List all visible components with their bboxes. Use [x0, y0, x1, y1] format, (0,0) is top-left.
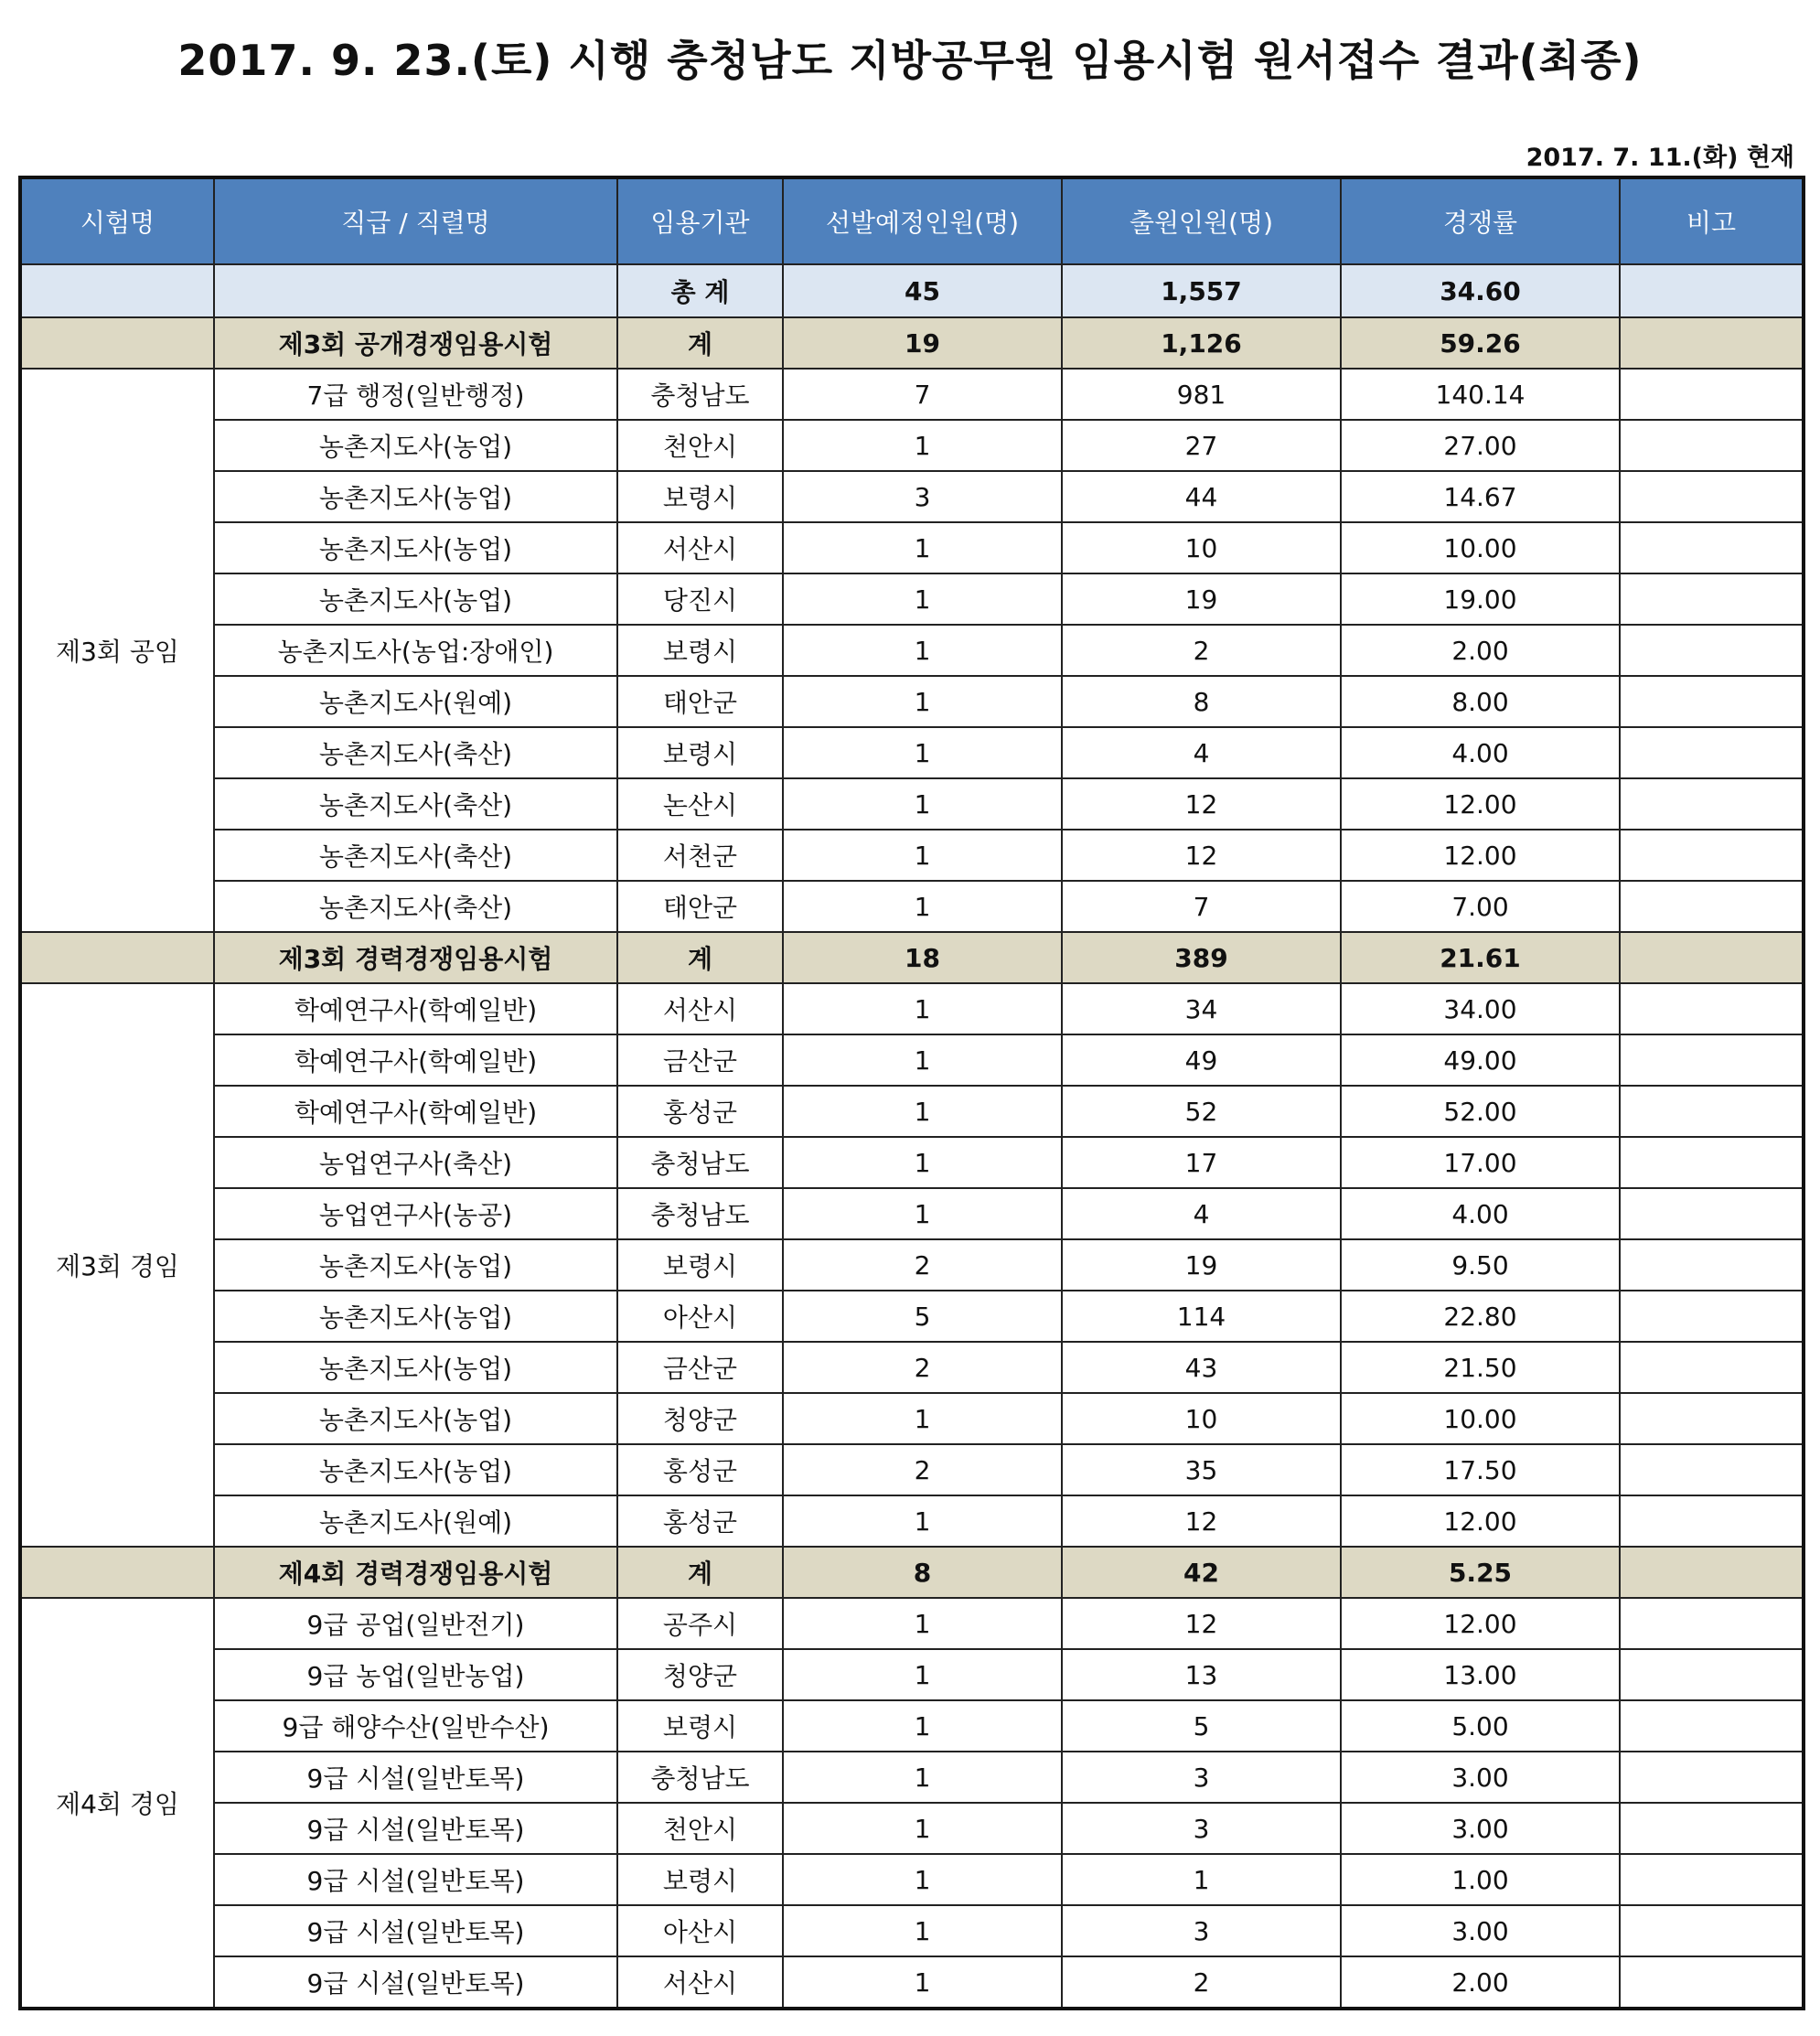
position-name: 농촌지도사(농업): [214, 420, 617, 471]
agency-name: 천안시: [617, 1803, 783, 1854]
note: [1620, 1188, 1804, 1239]
table-row: [20, 727, 1804, 778]
position-name: 농촌지도사(축산): [214, 778, 617, 830]
table-row: [20, 573, 1804, 625]
section-note: [1620, 1547, 1804, 1598]
grand-total-planned: 45: [783, 264, 1062, 317]
header-row: [20, 177, 1804, 264]
table-row: [20, 1239, 1804, 1291]
competition-ratio: 4.00: [1341, 1188, 1620, 1239]
note: [1620, 1854, 1804, 1905]
planned-count: 1: [783, 1188, 1062, 1239]
note: [1620, 1444, 1804, 1495]
note: [1620, 1086, 1804, 1137]
section-ratio: 5.25: [1341, 1547, 1620, 1598]
applicant-count: 43: [1062, 1342, 1341, 1393]
table-row: [20, 1137, 1804, 1188]
competition-ratio: 10.00: [1341, 522, 1620, 573]
applicant-count: 2: [1062, 1956, 1341, 2009]
position-name: 농촌지도사(축산): [214, 830, 617, 881]
section-ratio: 21.61: [1341, 932, 1620, 983]
note: [1620, 676, 1804, 727]
table-row: [20, 778, 1804, 830]
section-title: 제3회 경력경쟁임용시험: [214, 932, 617, 983]
competition-ratio: 12.00: [1341, 1495, 1620, 1547]
competition-ratio: 4.00: [1341, 727, 1620, 778]
table-row: [20, 471, 1804, 522]
planned-count: 1: [783, 1649, 1062, 1700]
header-planned: 선발예정인원(명): [783, 177, 1062, 264]
table-row: [20, 1444, 1804, 1495]
competition-ratio: 27.00: [1341, 420, 1620, 471]
agency-name: 금산군: [617, 1342, 783, 1393]
note: [1620, 1803, 1804, 1854]
note: [1620, 1700, 1804, 1752]
position-name: 농촌지도사(축산): [214, 727, 617, 778]
note: [1620, 830, 1804, 881]
planned-count: 1: [783, 1137, 1062, 1188]
section-total-row: [20, 1547, 1804, 1598]
agency-name: 논산시: [617, 778, 783, 830]
agency-name: 충청남도: [617, 1188, 783, 1239]
applicant-count: 12: [1062, 778, 1341, 830]
table-row: [20, 522, 1804, 573]
header-position: 직급 / 직렬명: [214, 177, 617, 264]
table-row: [20, 676, 1804, 727]
section-blank: [20, 1547, 214, 1598]
position-name: 농업연구사(축산): [214, 1137, 617, 1188]
note: [1620, 1752, 1804, 1803]
position-name: 9급 시설(일반토목): [214, 1956, 617, 2009]
planned-count: 5: [783, 1291, 1062, 1342]
planned-count: 1: [783, 1700, 1062, 1752]
planned-count: 1: [783, 1495, 1062, 1547]
exam-name: 제3회 경임: [20, 983, 214, 1547]
note: [1620, 1291, 1804, 1342]
position-name: 농촌지도사(농업): [214, 1291, 617, 1342]
position-name: 농촌지도사(농업): [214, 1342, 617, 1393]
note: [1620, 1342, 1804, 1393]
grand-total-label: 총 계: [617, 264, 783, 317]
agency-name: 아산시: [617, 1291, 783, 1342]
grand-total-applicants: 1,557: [1062, 264, 1341, 317]
agency-name: 홍성군: [617, 1495, 783, 1547]
grand-total-ratio: 34.60: [1341, 264, 1620, 317]
competition-ratio: 12.00: [1341, 830, 1620, 881]
applicant-count: 35: [1062, 1444, 1341, 1495]
agency-name: 충청남도: [617, 1752, 783, 1803]
applicant-count: 2: [1062, 625, 1341, 676]
header-applicants: 출원인원(명): [1062, 177, 1341, 264]
competition-ratio: 3.00: [1341, 1803, 1620, 1854]
exam-name: 제4회 경임: [20, 1598, 214, 2009]
competition-ratio: 9.50: [1341, 1239, 1620, 1291]
table-row: [20, 1598, 1804, 1649]
competition-ratio: 19.00: [1341, 573, 1620, 625]
position-name: 농촌지도사(농업): [214, 1444, 617, 1495]
agency-name: 청양군: [617, 1393, 783, 1444]
position-name: 농업연구사(농공): [214, 1188, 617, 1239]
section-total-row: [20, 317, 1804, 369]
planned-count: 1: [783, 881, 1062, 932]
agency-name: 홍성군: [617, 1086, 783, 1137]
agency-name: 서천군: [617, 830, 783, 881]
planned-count: 7: [783, 369, 1062, 420]
section-total-label: 계: [617, 317, 783, 369]
page-title: 2017. 9. 23.(토) 시행 충청남도 지방공무원 임용시험 원서접수 결과(최종): [177, 36, 1643, 85]
note: [1620, 778, 1804, 830]
note: [1620, 1034, 1804, 1086]
position-name: 농촌지도사(농업): [214, 1393, 617, 1444]
table-row: [20, 983, 1804, 1034]
agency-name: 보령시: [617, 1700, 783, 1752]
note: [1620, 983, 1804, 1034]
applicant-count: 44: [1062, 471, 1341, 522]
competition-ratio: 7.00: [1341, 881, 1620, 932]
agency-name: 태안군: [617, 881, 783, 932]
competition-ratio: 12.00: [1341, 778, 1620, 830]
note: [1620, 1649, 1804, 1700]
planned-count: 1: [783, 1393, 1062, 1444]
section-planned: 8: [783, 1547, 1062, 1598]
applicant-count: 13: [1062, 1649, 1341, 1700]
competition-ratio: 17.50: [1341, 1444, 1620, 1495]
header-agency: 임용기관: [617, 177, 783, 264]
competition-ratio: 10.00: [1341, 1393, 1620, 1444]
note: [1620, 1239, 1804, 1291]
agency-name: 천안시: [617, 420, 783, 471]
note: [1620, 1137, 1804, 1188]
position-name: 농촌지도사(축산): [214, 881, 617, 932]
table-row: [20, 881, 1804, 932]
applicant-count: 12: [1062, 1598, 1341, 1649]
agency-name: 금산군: [617, 1034, 783, 1086]
applicant-count: 4: [1062, 727, 1341, 778]
competition-ratio: 1.00: [1341, 1854, 1620, 1905]
competition-ratio: 14.67: [1341, 471, 1620, 522]
position-name: 9급 시설(일반토목): [214, 1905, 617, 1956]
agency-name: 보령시: [617, 727, 783, 778]
section-title: 제3회 공개경쟁임용시험: [214, 317, 617, 369]
competition-ratio: 5.00: [1341, 1700, 1620, 1752]
planned-count: 1: [783, 625, 1062, 676]
note: [1620, 1598, 1804, 1649]
planned-count: 1: [783, 420, 1062, 471]
planned-count: 1: [783, 778, 1062, 830]
planned-count: 2: [783, 1342, 1062, 1393]
agency-name: 보령시: [617, 1854, 783, 1905]
agency-name: 충청남도: [617, 369, 783, 420]
table-row: [20, 1393, 1804, 1444]
section-applicants: 389: [1062, 932, 1341, 983]
planned-count: 1: [783, 1752, 1062, 1803]
position-name: 농촌지도사(농업): [214, 471, 617, 522]
competition-ratio: 12.00: [1341, 1598, 1620, 1649]
agency-name: 아산시: [617, 1905, 783, 1956]
applicant-count: 19: [1062, 1239, 1341, 1291]
note: [1620, 573, 1804, 625]
position-name: 9급 공업(일반전기): [214, 1598, 617, 1649]
position-name: 농촌지도사(농업): [214, 1239, 617, 1291]
applicant-count: 34: [1062, 983, 1341, 1034]
competition-ratio: 13.00: [1341, 1649, 1620, 1700]
note: [1620, 420, 1804, 471]
section-applicants: 42: [1062, 1547, 1341, 1598]
agency-name: 충청남도: [617, 1137, 783, 1188]
position-name: 9급 시설(일반토목): [214, 1803, 617, 1854]
applicant-count: 981: [1062, 369, 1341, 420]
section-planned: 18: [783, 932, 1062, 983]
planned-count: 1: [783, 1803, 1062, 1854]
applicant-count: 19: [1062, 573, 1341, 625]
competition-ratio: 22.80: [1341, 1291, 1620, 1342]
planned-count: 1: [783, 727, 1062, 778]
planned-count: 1: [783, 522, 1062, 573]
header-ratio: 경쟁률: [1341, 177, 1620, 264]
position-name: 학예연구사(학예일반): [214, 983, 617, 1034]
table-row: [20, 1956, 1804, 2009]
agency-name: 청양군: [617, 1649, 783, 1700]
agency-name: 공주시: [617, 1598, 783, 1649]
applicant-count: 5: [1062, 1700, 1341, 1752]
competition-ratio: 49.00: [1341, 1034, 1620, 1086]
competition-ratio: 34.00: [1341, 983, 1620, 1034]
planned-count: 3: [783, 471, 1062, 522]
section-ratio: 59.26: [1341, 317, 1620, 369]
agency-name: 당진시: [617, 573, 783, 625]
results-table: [18, 176, 1805, 2010]
table-row: [20, 369, 1804, 420]
position-name: 9급 해양수산(일반수산): [214, 1700, 617, 1752]
table-row: [20, 830, 1804, 881]
planned-count: 1: [783, 1598, 1062, 1649]
table-row: [20, 1342, 1804, 1393]
position-name: 학예연구사(학예일반): [214, 1034, 617, 1086]
planned-count: 1: [783, 1905, 1062, 1956]
header-note: 비고: [1620, 177, 1804, 264]
grand-total-blank: [20, 264, 214, 317]
section-title: 제4회 경력경쟁임용시험: [214, 1547, 617, 1598]
grand-total-blank: [214, 264, 617, 317]
note: [1620, 522, 1804, 573]
position-name: 9급 농업(일반농업): [214, 1649, 617, 1700]
applicant-count: 27: [1062, 420, 1341, 471]
table-row: [20, 1700, 1804, 1752]
exam-name: 제3회 공임: [20, 369, 214, 932]
applicant-count: 12: [1062, 1495, 1341, 1547]
table-row: [20, 1752, 1804, 1803]
section-planned: 19: [783, 317, 1062, 369]
competition-ratio: 8.00: [1341, 676, 1620, 727]
table-row: [20, 1188, 1804, 1239]
applicant-count: 1: [1062, 1854, 1341, 1905]
competition-ratio: 2.00: [1341, 1956, 1620, 2009]
note: [1620, 1393, 1804, 1444]
planned-count: 1: [783, 1956, 1062, 2009]
applicant-count: 10: [1062, 1393, 1341, 1444]
competition-ratio: 2.00: [1341, 625, 1620, 676]
position-name: 농촌지도사(농업): [214, 573, 617, 625]
section-total-row: [20, 932, 1804, 983]
agency-name: 서산시: [617, 522, 783, 573]
table-row: [20, 1034, 1804, 1086]
planned-count: 2: [783, 1444, 1062, 1495]
competition-ratio: 3.00: [1341, 1752, 1620, 1803]
planned-count: 1: [783, 676, 1062, 727]
applicant-count: 114: [1062, 1291, 1341, 1342]
section-total-label: 계: [617, 1547, 783, 1598]
note: [1620, 881, 1804, 932]
applicant-count: 3: [1062, 1803, 1341, 1854]
position-name: 7급 행정(일반행정): [214, 369, 617, 420]
table-row: [20, 1905, 1804, 1956]
table-row: [20, 1291, 1804, 1342]
agency-name: 보령시: [617, 625, 783, 676]
applicant-count: 3: [1062, 1752, 1341, 1803]
applicant-count: 52: [1062, 1086, 1341, 1137]
note: [1620, 369, 1804, 420]
table-row: [20, 420, 1804, 471]
note: [1620, 1905, 1804, 1956]
table-row: [20, 1495, 1804, 1547]
note: [1620, 1956, 1804, 2009]
planned-count: 1: [783, 1034, 1062, 1086]
applicant-count: 12: [1062, 830, 1341, 881]
agency-name: 보령시: [617, 471, 783, 522]
grand-total-note: [1620, 264, 1804, 317]
as-of-date: 2017. 7. 11.(화) 현재: [1526, 144, 1794, 172]
position-name: 농촌지도사(농업:장애인): [214, 625, 617, 676]
applicant-count: 10: [1062, 522, 1341, 573]
section-blank: [20, 932, 214, 983]
position-name: 9급 시설(일반토목): [214, 1854, 617, 1905]
section-blank: [20, 317, 214, 369]
section-applicants: 1,126: [1062, 317, 1341, 369]
planned-count: 1: [783, 983, 1062, 1034]
competition-ratio: 52.00: [1341, 1086, 1620, 1137]
position-name: 농촌지도사(원예): [214, 676, 617, 727]
applicant-count: 8: [1062, 676, 1341, 727]
table-row: [20, 625, 1804, 676]
note: [1620, 471, 1804, 522]
competition-ratio: 140.14: [1341, 369, 1620, 420]
position-name: 학예연구사(학예일반): [214, 1086, 617, 1137]
planned-count: 1: [783, 1854, 1062, 1905]
agency-name: 홍성군: [617, 1444, 783, 1495]
agency-name: 보령시: [617, 1239, 783, 1291]
applicant-count: 4: [1062, 1188, 1341, 1239]
section-note: [1620, 932, 1804, 983]
agency-name: 서산시: [617, 983, 783, 1034]
table-row: [20, 1803, 1804, 1854]
planned-count: 1: [783, 1086, 1062, 1137]
table-row: [20, 1854, 1804, 1905]
section-note: [1620, 317, 1804, 369]
note: [1620, 727, 1804, 778]
applicant-count: 3: [1062, 1905, 1341, 1956]
note: [1620, 1495, 1804, 1547]
competition-ratio: 3.00: [1341, 1905, 1620, 1956]
planned-count: 1: [783, 573, 1062, 625]
competition-ratio: 21.50: [1341, 1342, 1620, 1393]
applicant-count: 49: [1062, 1034, 1341, 1086]
planned-count: 2: [783, 1239, 1062, 1291]
table-row: [20, 1086, 1804, 1137]
agency-name: 태안군: [617, 676, 783, 727]
applicant-count: 17: [1062, 1137, 1341, 1188]
grand-total-row: [20, 264, 1804, 317]
table-row: [20, 1649, 1804, 1700]
position-name: 9급 시설(일반토목): [214, 1752, 617, 1803]
position-name: 농촌지도사(농업): [214, 522, 617, 573]
section-total-label: 계: [617, 932, 783, 983]
note: [1620, 625, 1804, 676]
agency-name: 서산시: [617, 1956, 783, 2009]
planned-count: 1: [783, 830, 1062, 881]
header-exam-name: 시험명: [20, 177, 214, 264]
competition-ratio: 17.00: [1341, 1137, 1620, 1188]
applicant-count: 7: [1062, 881, 1341, 932]
position-name: 농촌지도사(원예): [214, 1495, 617, 1547]
